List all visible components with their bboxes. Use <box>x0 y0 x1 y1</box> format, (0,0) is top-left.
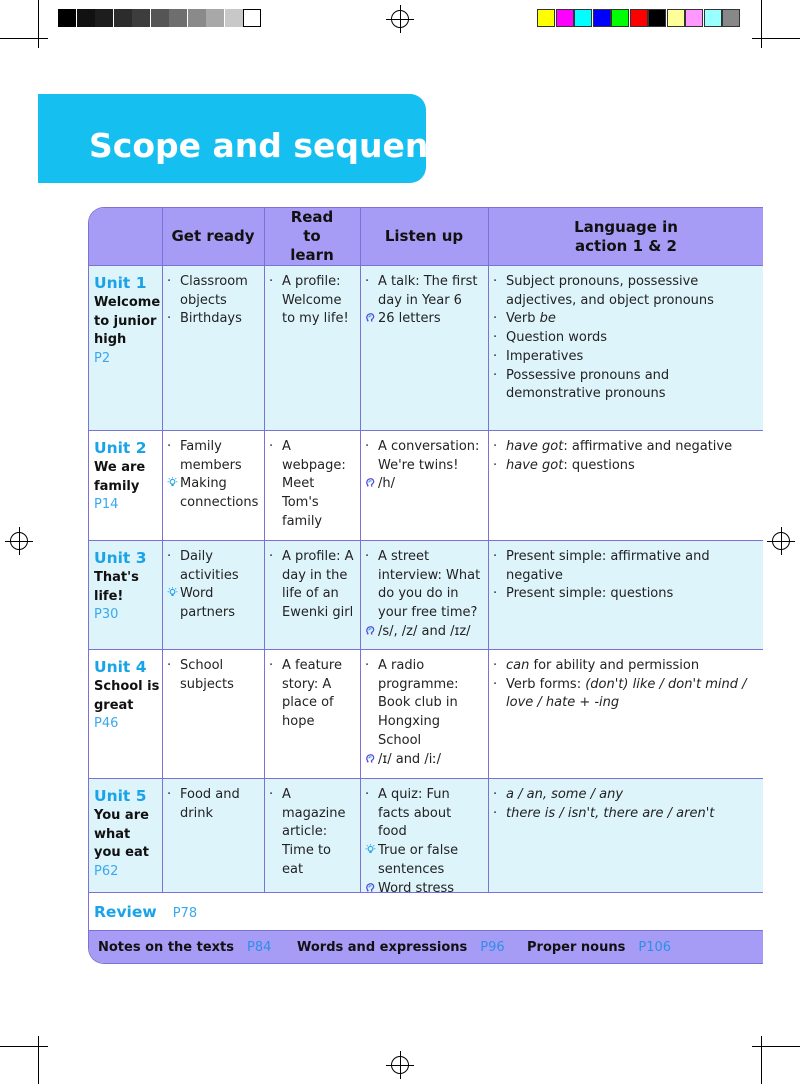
crop-mark <box>0 38 48 39</box>
item-text: Food and drink <box>180 787 240 821</box>
lightbulb-icon <box>167 477 178 488</box>
bullet-dot <box>493 457 505 476</box>
list-item <box>365 273 483 310</box>
list-item <box>269 548 355 623</box>
unit-name: Welcome to junior high <box>94 295 161 348</box>
color-swatch <box>704 9 722 27</box>
list-item <box>493 548 757 585</box>
column-divider <box>162 208 163 892</box>
list-item <box>493 585 757 604</box>
item-text: : affirmative and negative <box>563 439 733 454</box>
sound-icon <box>365 882 376 893</box>
item-text: Word stress <box>378 880 455 896</box>
get_ready-cell <box>167 273 257 329</box>
item-text: for ability and permission <box>529 658 700 673</box>
list-item <box>365 623 483 642</box>
unit-name: That's life! <box>94 570 139 604</box>
unit-page[interactable]: P62 <box>94 864 119 880</box>
crop-mark <box>38 0 39 48</box>
item-text: there is / isn't, there are / aren't <box>506 805 715 821</box>
bullet-dot <box>167 438 179 457</box>
sound-icon <box>365 310 377 329</box>
gray-swatch <box>77 9 95 27</box>
item-text: A profile: A day in the life of an Ewenki girl <box>282 549 354 621</box>
bullet-dot <box>167 273 179 292</box>
color-swatch <box>537 9 555 27</box>
list-item <box>167 548 257 585</box>
row-divider <box>89 265 763 266</box>
item-text: can <box>506 658 530 673</box>
item-text: Verb forms: <box>506 676 586 692</box>
list-item <box>167 657 257 694</box>
list-item <box>269 786 355 880</box>
gray-swatch <box>188 9 206 27</box>
list-item <box>493 805 757 824</box>
item-text: /s/, /z/ and /ɪz/ <box>378 623 471 639</box>
sound-icon <box>365 880 377 899</box>
gray-swatch <box>225 9 243 27</box>
list-item <box>365 880 483 899</box>
unit-page[interactable]: P2 <box>94 351 111 367</box>
language-cell <box>493 438 757 475</box>
list-item <box>269 273 355 329</box>
listen-cell <box>365 438 483 494</box>
color-swatch <box>556 9 574 27</box>
footer-page: P84 <box>247 940 272 955</box>
list-item <box>493 676 757 713</box>
list-item <box>269 657 355 732</box>
item-text: Family members <box>180 439 242 473</box>
bullet-dot <box>493 805 505 824</box>
item-text: A radio programme: Book club in Hongxing School <box>378 658 459 748</box>
crop-mark <box>19 527 20 555</box>
unit-page[interactable]: P14 <box>94 497 119 513</box>
review-label[interactable]: Review <box>94 903 157 921</box>
bullet-dot <box>493 548 505 567</box>
list-item <box>167 786 257 823</box>
unit-title[interactable]: Unit 1 <box>94 274 147 292</box>
unit-name: We are family <box>94 460 146 494</box>
row-divider <box>89 540 763 541</box>
footer-label: Notes on the texts <box>98 940 234 955</box>
listen-cell <box>365 657 483 769</box>
list-item <box>493 438 757 457</box>
gray-swatch <box>206 9 224 27</box>
color-swatch <box>593 9 611 27</box>
language-cell <box>493 273 757 404</box>
sound-icon <box>365 625 376 636</box>
item-text: have got <box>506 439 564 454</box>
lightbulb-icon <box>167 475 179 494</box>
table-frame <box>88 207 763 964</box>
bullet-dot <box>269 273 281 292</box>
unit-title[interactable]: Unit 5 <box>94 787 147 805</box>
gray-swatch <box>151 9 169 27</box>
bullet-dot <box>167 786 179 805</box>
language-cell <box>493 786 757 823</box>
color-swatch <box>648 9 666 27</box>
bullet-dot <box>493 310 505 329</box>
gray-swatch <box>58 9 76 27</box>
read-cell <box>269 657 355 732</box>
bullet-dot <box>493 676 505 695</box>
sound-icon <box>365 312 376 323</box>
list-item <box>365 438 483 475</box>
bullet-dot <box>493 273 505 292</box>
column-header: Read to learn <box>290 208 334 264</box>
bullet-dot <box>269 438 281 457</box>
read-cell <box>269 438 355 532</box>
item-text: A profile: Welcome to my life! <box>282 274 349 327</box>
get_ready-cell <box>167 786 257 823</box>
read-cell <box>269 548 355 623</box>
bullet-dot <box>365 438 377 457</box>
footer-label: Words and expressions <box>297 940 468 955</box>
crop-mark <box>400 5 401 33</box>
listen-cell <box>365 273 483 329</box>
item-text: A feature story: A place of hope <box>282 658 342 730</box>
bullet-dot <box>167 657 179 676</box>
review-page[interactable]: P78 <box>172 906 198 921</box>
footer-item[interactable] <box>98 939 271 957</box>
item-text: Word partners <box>180 586 236 621</box>
bullet-dot <box>493 585 505 604</box>
sound-icon <box>365 753 376 764</box>
bullet-dot <box>167 548 179 567</box>
item-text: Imperatives <box>506 348 584 364</box>
list-item <box>493 329 757 348</box>
item-text: Present simple: affirmative and negative <box>506 549 710 583</box>
item-text: A talk: The first day in Year 6 <box>378 274 478 308</box>
bullet-dot <box>167 310 179 329</box>
row-divider <box>89 430 763 431</box>
color-swatch <box>574 9 592 27</box>
item-text: A magazine article: Time to eat <box>282 787 346 877</box>
item-text: /h/ <box>378 476 395 492</box>
color-swatch <box>667 9 685 27</box>
item-text: Verb <box>506 311 540 327</box>
list-item <box>365 548 483 623</box>
list-item <box>493 457 757 476</box>
lightbulb-icon <box>365 842 377 861</box>
item-text: Making connections <box>180 476 259 511</box>
column-divider <box>488 208 489 892</box>
bullet-dot <box>269 786 281 805</box>
page-title: Scope and sequence <box>89 126 471 165</box>
get_ready-cell <box>167 548 257 623</box>
bullet-dot <box>493 438 505 457</box>
list-item <box>167 310 257 329</box>
item-text: a / an, some / any <box>506 787 624 802</box>
color-swatch <box>722 9 740 27</box>
unit-title[interactable]: Unit 3 <box>94 549 147 567</box>
column-header: Listen up <box>384 227 464 245</box>
column-divider <box>264 208 265 892</box>
crop-mark <box>400 1051 401 1079</box>
unit-title[interactable]: Unit 2 <box>94 439 147 457</box>
list-item <box>365 657 483 751</box>
footer-page: P96 <box>480 940 505 955</box>
item-text: Subject pronouns, possessive adjectives, and object pronouns <box>506 274 714 308</box>
read-cell <box>269 273 355 329</box>
bullet-dot <box>493 657 505 676</box>
unit-title[interactable]: Unit 4 <box>94 658 147 676</box>
item-text: 26 letters <box>378 311 441 327</box>
bullet-dot <box>269 548 281 567</box>
list-item <box>167 585 257 622</box>
item-text: Question words <box>506 330 608 346</box>
unit-name: You are what you eat <box>94 808 149 861</box>
bullet-dot <box>493 329 505 348</box>
review-row <box>94 901 394 924</box>
crop-mark <box>781 527 782 555</box>
color-swatch <box>685 9 703 27</box>
footer-item[interactable] <box>527 939 671 957</box>
item-text: (don't) like / don't mind / love / hate + -ing <box>506 676 747 711</box>
item-text: have got <box>506 457 564 473</box>
gray-swatch <box>169 9 187 27</box>
bullet-dot <box>365 657 377 676</box>
item-text: Birthdays <box>180 311 242 327</box>
gray-swatch <box>243 9 261 27</box>
unit-cell <box>94 547 160 625</box>
item-text: A conversation: We're twins! <box>378 439 480 473</box>
bullet-dot <box>269 657 281 676</box>
crop-mark <box>38 1036 39 1084</box>
row-divider <box>89 778 763 779</box>
item-text: Possessive pronouns and demonstrative pronouns <box>506 367 670 402</box>
lightbulb-icon <box>167 587 178 598</box>
sound-icon <box>365 475 377 494</box>
unit-page[interactable]: P46 <box>94 716 119 732</box>
unit-cell <box>94 656 160 734</box>
bullet-dot <box>493 348 505 367</box>
bullet-dot <box>493 367 505 386</box>
bullet-dot <box>365 273 377 292</box>
bullet-dot <box>365 786 377 805</box>
item-text: A webpage: Meet Tom's family <box>282 439 346 529</box>
item-text: Present simple: questions <box>506 586 674 602</box>
item-text: be <box>539 311 556 327</box>
get_ready-cell <box>167 438 257 513</box>
unit-page[interactable]: P30 <box>94 607 119 623</box>
footer-page: P106 <box>638 940 672 955</box>
column-divider <box>360 208 361 892</box>
list-item <box>493 273 757 310</box>
list-item <box>167 475 257 512</box>
sound-icon <box>365 751 377 770</box>
list-item <box>493 348 757 367</box>
item-text: School subjects <box>180 658 234 692</box>
color-swatch <box>630 9 648 27</box>
unit-cell <box>94 437 160 515</box>
sound-icon <box>365 477 376 488</box>
crop-mark <box>761 0 762 48</box>
row-divider <box>89 649 763 650</box>
language-cell <box>493 548 757 604</box>
gray-swatch <box>132 9 150 27</box>
item-text: A quiz: Fun facts about food <box>378 787 452 840</box>
item-text: Daily activities <box>180 549 239 583</box>
list-item <box>365 310 483 329</box>
list-item <box>365 751 483 770</box>
list-item <box>493 310 757 329</box>
footer-item[interactable] <box>297 939 505 957</box>
language-cell <box>493 657 757 713</box>
lightbulb-icon <box>167 585 179 604</box>
crop-mark <box>752 38 800 39</box>
listen-cell <box>365 548 483 642</box>
gray-swatch <box>95 9 113 27</box>
item-text: True or false sentences <box>378 843 459 877</box>
list-item <box>493 786 757 805</box>
scope-table <box>88 207 763 964</box>
read-cell <box>269 786 355 880</box>
list-item <box>269 438 355 532</box>
footer-label: Proper nouns <box>527 940 626 955</box>
row-divider <box>89 930 763 931</box>
bullet-dot <box>493 786 505 805</box>
column-header: Get ready <box>171 227 255 245</box>
unit-cell <box>94 785 160 882</box>
crop-mark <box>752 1046 800 1047</box>
color-swatch <box>611 9 629 27</box>
list-item <box>365 842 483 879</box>
bullet-dot <box>365 548 377 567</box>
list-item <box>493 657 757 676</box>
crop-mark <box>0 1046 48 1047</box>
list-item <box>365 475 483 494</box>
item-text: /ɪ/ and /iː/ <box>378 751 442 767</box>
item-text: Classroom objects <box>180 274 248 308</box>
column-header: Language in action 1 & 2 <box>574 217 678 255</box>
unit-name: School is great <box>94 679 160 713</box>
lightbulb-icon <box>365 844 376 855</box>
crop-mark <box>761 1036 762 1084</box>
unit-cell <box>94 272 160 369</box>
sound-icon <box>365 623 377 642</box>
list-item <box>365 786 483 842</box>
get_ready-cell <box>167 657 257 694</box>
list-item <box>167 273 257 310</box>
listen-cell <box>365 786 483 898</box>
item-text: A street interview: What do you do in your free time? <box>378 549 481 621</box>
list-item <box>493 367 757 404</box>
list-item <box>167 438 257 475</box>
gray-swatch <box>114 9 132 27</box>
item-text: : questions <box>563 457 635 473</box>
